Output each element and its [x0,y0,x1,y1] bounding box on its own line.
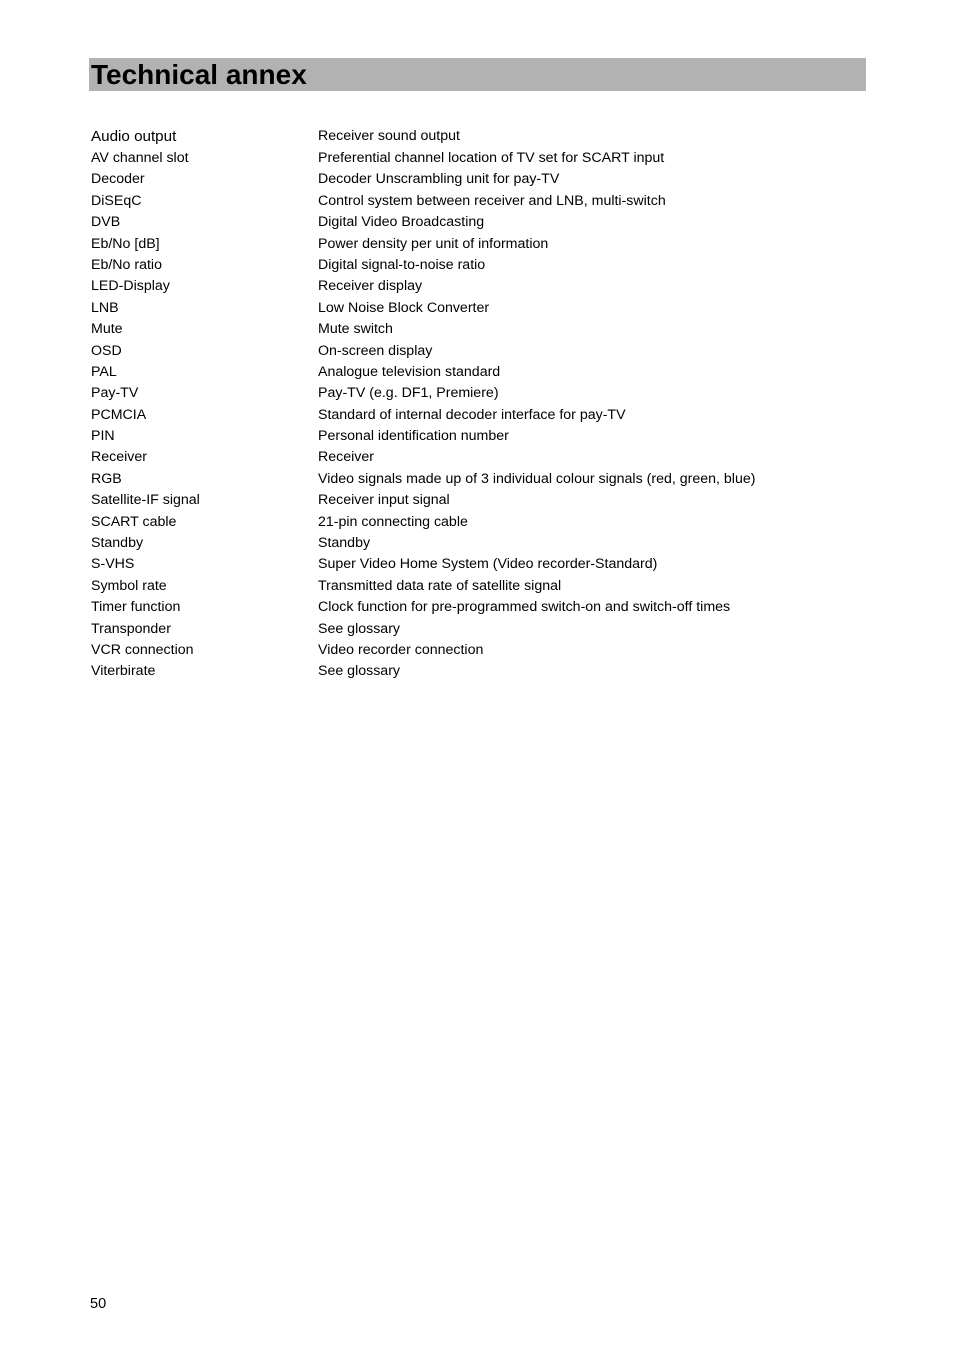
glossary-term: PCMCIA [91,406,147,423]
glossary-row [91,212,861,233]
glossary-description: Preferential channel location of TV set for SCART input [318,150,665,166]
glossary-term: Eb/No ratio [91,256,162,273]
glossary-row [91,490,861,511]
glossary-description: On-screen display [318,342,433,359]
glossary-description: Super Video Home System (Video recorder-Standard) [318,556,658,573]
glossary-row [91,426,861,447]
glossary-term: Transponder [91,620,171,637]
glossary-row [91,234,861,255]
glossary-description: Control system between receiver and LNB, multi-switch [318,192,666,209]
glossary-row [91,191,861,212]
glossary-description: 21-pin connecting cable [318,513,468,530]
glossary-term: Satellite-IF signal [91,492,200,509]
glossary-term: PAL [91,363,117,380]
glossary-row [91,619,861,640]
glossary-description: Analogue television standard [318,363,501,380]
glossary-term: OSD [91,342,122,359]
glossary-row [91,124,861,148]
glossary-description: Decoder Unscrambling unit for pay-TV [318,171,560,188]
glossary-row [91,362,861,383]
section-header-bar [89,58,866,91]
glossary-row [91,512,861,533]
glossary-row [91,383,861,404]
glossary-row [91,148,861,169]
glossary-term: Pay-TV [91,385,139,402]
glossary-description: Receiver display [318,278,423,295]
glossary-term: Receiver [91,449,147,466]
glossary-row [91,554,861,575]
glossary-description: Transmitted data rate of satellite signal [318,577,562,594]
glossary-term: AV channel slot [91,150,189,166]
glossary-term: LNB [91,299,119,316]
glossary-description: Pay-TV (e.g. DF1, Premiere) [318,385,499,402]
glossary-row [91,341,861,362]
glossary-term: Mute [91,321,123,338]
glossary-row [91,255,861,276]
glossary-description: Standby [318,535,371,552]
glossary-term: PIN [91,428,115,445]
glossary-description: Clock function for pre-programmed switch-on and switch-off times [318,599,731,616]
glossary-description: Video signals made up of 3 individual colour signals (red, green, blue) [318,470,756,487]
glossary-description: Low Noise Block Converter [318,299,490,316]
glossary-description: See glossary [318,620,401,637]
glossary-description: Mute switch [318,321,393,338]
glossary-term: RGB [91,470,122,487]
glossary-row [91,169,861,190]
glossary-term: Audio output [91,128,177,145]
glossary-term: DVB [91,214,121,231]
glossary-row [91,597,861,618]
glossary-row [91,298,861,319]
page-title: Technical annex [91,59,307,90]
glossary-description: Receiver input signal [318,492,450,509]
glossary-term: Eb/No [dB] [91,235,160,252]
glossary-description: Digital signal-to-noise ratio [318,256,486,273]
glossary-term: VCR connection [91,641,194,658]
page-number: 50 [90,1296,107,1312]
glossary-table [91,124,861,683]
glossary-row [91,661,861,682]
glossary-term: Timer function [91,599,181,616]
glossary-term: SCART cable [91,513,177,530]
glossary-term: Decoder [91,171,145,188]
glossary-description: Receiver [318,449,374,466]
glossary-term: Symbol rate [91,577,167,594]
glossary-term: S-VHS [91,556,135,573]
glossary-row [91,276,861,297]
glossary-description: See glossary [318,663,401,680]
glossary-description: Video recorder connection [318,641,484,658]
glossary-term: Viterbirate [91,663,156,680]
glossary-row [91,640,861,661]
glossary-row [91,447,861,468]
glossary-row [91,319,861,340]
glossary-term: Standby [91,535,144,552]
glossary-description: Digital Video Broadcasting [318,214,485,231]
glossary-description: Personal identification number [318,428,509,445]
glossary-description: Power density per unit of information [318,235,549,252]
glossary-term: LED-Display [91,278,170,295]
glossary-row [91,469,861,490]
glossary-row [91,405,861,426]
glossary-description: Standard of internal decoder interface for pay-TV [318,406,626,423]
glossary-term: DiSEqC [91,192,142,209]
glossary-description: Receiver sound output [318,128,460,144]
glossary-row [91,533,861,554]
glossary-row [91,576,861,597]
